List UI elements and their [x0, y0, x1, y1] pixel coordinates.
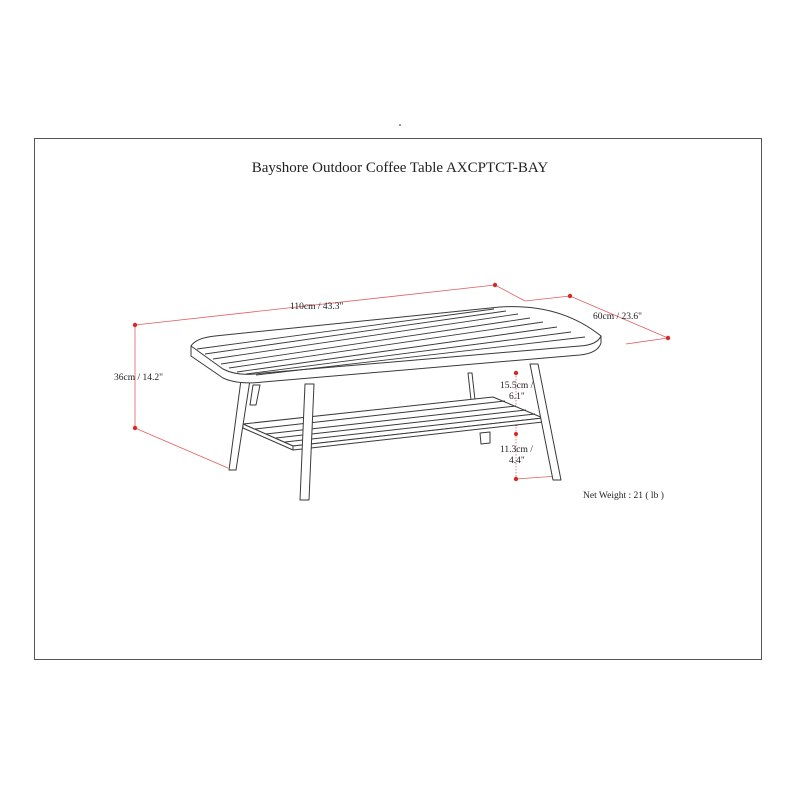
- page-title: Bayshore Outdoor Coffee Table AXCPTCT-BAY: [251, 160, 549, 176]
- height-extension-line: [135, 428, 228, 468]
- dimension-points: [133, 283, 670, 481]
- rear-left-leg: [250, 385, 260, 405]
- height-label: 36cm / 14.2": [114, 373, 163, 383]
- dimension-point: [514, 371, 518, 375]
- dimension-point: [568, 294, 572, 298]
- shelf-height-label-cm: 11.3cm /: [500, 445, 533, 455]
- shelf-gap-label-cm: 15.5cm /: [500, 381, 534, 391]
- front-middle-leg: [300, 384, 314, 500]
- shelf-foot: [480, 432, 490, 444]
- depth-label: 60cm / 23.6": [593, 312, 642, 322]
- dimension-point: [493, 283, 497, 287]
- length-extension-line: [495, 285, 525, 301]
- dimension-point: [133, 426, 137, 430]
- depth-extension-line: [525, 296, 570, 301]
- length-label: 110cm / 43.3": [290, 302, 344, 312]
- shelf-base-extension-line: [516, 476, 558, 479]
- shelf-height-label-in: 4.4": [509, 456, 525, 466]
- dimension-point: [514, 477, 518, 481]
- dimension-point: [666, 336, 670, 340]
- shelf-gap-label-in: 6.1": [509, 392, 525, 402]
- lower-shelf: [243, 397, 543, 450]
- dimension-point: [133, 323, 137, 327]
- rear-right-leg: [468, 373, 475, 400]
- dimension-lines: [135, 285, 668, 479]
- depth-end-line: [626, 338, 668, 344]
- net-weight: Net Weight : 21 ( lb ): [583, 491, 664, 501]
- dimension-point: [514, 432, 518, 436]
